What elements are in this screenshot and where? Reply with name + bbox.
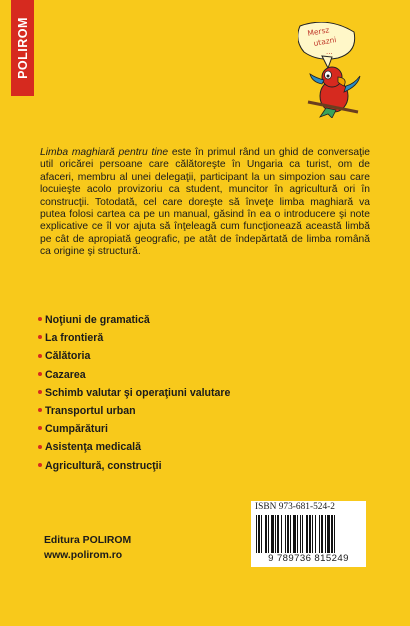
bullet-icon [38, 463, 42, 467]
topic-label: Călătoria [45, 350, 91, 363]
topic-label: Agricultură, construcţii [45, 459, 162, 472]
barcode-bars [255, 515, 362, 553]
isbn-number: ISBN 973-681-524-2 [255, 502, 335, 512]
topic-item [38, 347, 230, 365]
speech-line-1: Mersz [306, 25, 331, 38]
publisher-info [44, 533, 131, 563]
topic-label: Cazarea [45, 368, 86, 381]
topic-item [38, 384, 230, 402]
topic-item [38, 311, 230, 329]
speech-line-2: utazni [312, 35, 338, 48]
bullet-icon [38, 335, 42, 339]
topic-item [38, 438, 230, 456]
topics-list [38, 311, 230, 475]
bullet-icon [38, 445, 42, 449]
publisher-logo-band [11, 0, 34, 96]
publisher-website: www.polirom.ro [44, 550, 123, 561]
topic-label: La frontieră [45, 332, 104, 345]
bullet-icon [38, 354, 42, 358]
publisher-logo: POLIROM [15, 17, 30, 79]
topic-label: Cumpărături [45, 423, 108, 436]
topic-label: Asistenţa medicală [45, 441, 141, 454]
topic-item [38, 457, 230, 475]
topic-item [38, 329, 230, 347]
parrot-mascot-illustration [298, 22, 364, 118]
isbn-barcode [251, 501, 366, 567]
topic-item [38, 366, 230, 384]
book-description [40, 147, 370, 259]
bullet-icon [38, 408, 42, 412]
topic-label: Schimb valutar şi operaţiuni valutare [45, 386, 231, 399]
book-title-inline: Limba maghiară pentru tine [40, 147, 169, 158]
book-description-body: este în primul rând un ghid de conversaţie util oricărei persoane care călătoreşte în Ungaria ca turist, om de afaceri, membru al unei delegaţii, participant la un simpozion sau care locuieşte acolo provizoriu ca student, muncitor în agricultură ori în construcţii. Totodată, cel care doreşte să înveţe limba maghiară va putea folosi cartea ca pe un manual, găsind în ea o introducere şi note explicative ce îl vor ajuta să înţeleagă cum funcţionează această limbă pe cât de apropiată geografic, pe atât de îndepărtată de limba română ca origine şi structură. [40, 147, 370, 258]
topic-label: Noţiuni de gramatică [45, 314, 150, 326]
topic-item [38, 402, 230, 420]
bullet-icon [38, 372, 42, 376]
speech-line-3: ... [326, 48, 333, 56]
bullet-icon [38, 426, 42, 430]
bullet-icon [38, 317, 42, 321]
publisher-name: Editura POLIROM [44, 535, 132, 546]
topic-item [38, 420, 230, 438]
bullet-icon [38, 390, 42, 394]
barcode-digits: 9 789736 815249 [268, 553, 349, 564]
topic-label: Transportul urban [45, 404, 136, 417]
